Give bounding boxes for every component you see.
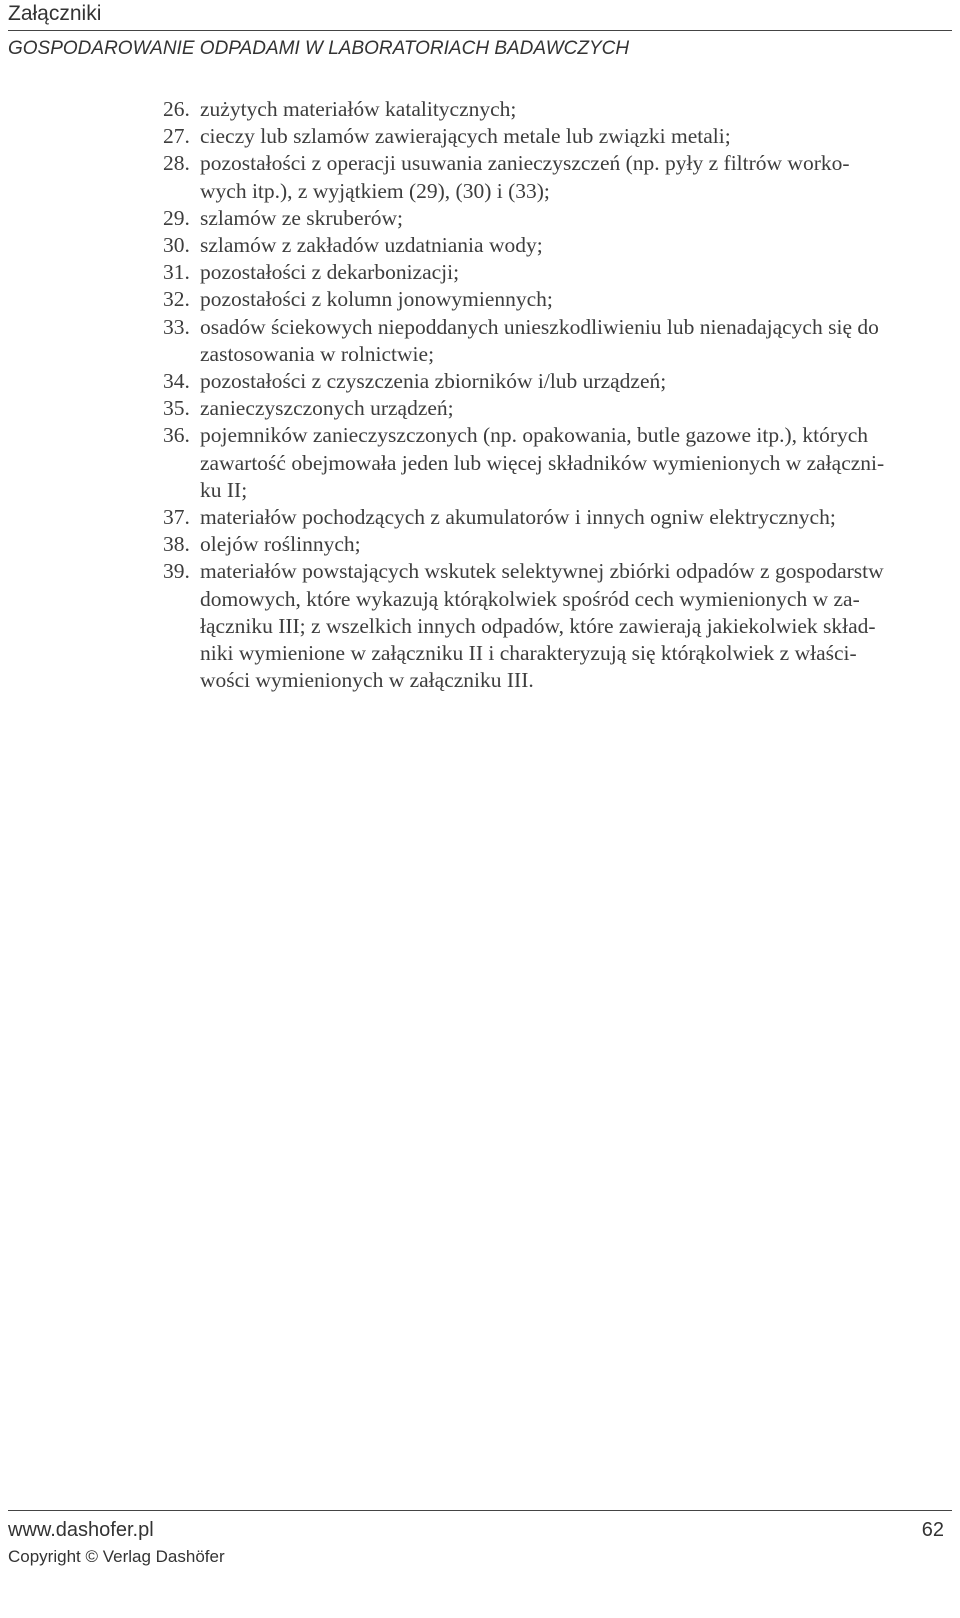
list-item xyxy=(163,395,931,422)
list-item-number: 30. xyxy=(163,233,190,258)
list-item-text: pozostałości z operacji usuwania zanieczyszczeń (np. pyły z filtrów worko- wych itp.), z wyjątkiem (29), (30) i (33); xyxy=(200,151,850,203)
list-item xyxy=(163,368,931,395)
list-item xyxy=(163,314,931,368)
list-item xyxy=(163,150,931,204)
footer-website: www.dashofer.pl xyxy=(8,1519,154,1541)
footer-copyright: Copyright © Verlag Dashöfer xyxy=(8,1547,225,1566)
list-item-text: olejów roślinnych; xyxy=(200,532,361,557)
list-item-text: osadów ściekowych niepoddanych unieszkodliwieniu lub nienadających się do zastosowania w rolnictwie; xyxy=(200,314,879,366)
list-item-text: pozostałości z dekarbonizacji; xyxy=(200,260,460,285)
list-item-text: szlamów z zakładów uzdatniania wody; xyxy=(200,233,543,258)
list-item-number: 39. xyxy=(163,559,190,584)
page-number: 62 xyxy=(921,1519,944,1541)
list-item-text: zanieczyszczonych urządzeń; xyxy=(200,396,454,421)
list-item xyxy=(163,286,931,313)
list-item-text: zużytych materiałów katalitycznych; xyxy=(200,97,517,121)
list-item xyxy=(163,96,931,123)
list-item xyxy=(163,422,931,504)
list-item-number: 32. xyxy=(163,287,190,312)
list-item xyxy=(163,205,931,232)
list-item-text: cieczy lub szlamów zawierających metale lub związki metali; xyxy=(200,124,731,149)
waste-list xyxy=(163,96,931,694)
list-item-text: pozostałości z kolumn jonowymiennych; xyxy=(200,287,553,312)
page-header-subtitle: GOSPODAROWANIE ODPADAMI W LABORATORIACH BADAWCZYCH xyxy=(8,38,630,59)
list-item-text: materiałów pochodzących z akumulatorów i innych ogniw elektrycznych; xyxy=(200,505,836,530)
footer-divider xyxy=(8,1510,952,1511)
list-item-number: 29. xyxy=(163,205,190,230)
list-item xyxy=(163,531,931,558)
list-item-text: pozostałości z czyszczenia zbiorników i/lub urządzeń; xyxy=(200,369,667,394)
list-item-text: szlamów ze skruberów; xyxy=(200,205,403,230)
list-item-number: 31. xyxy=(163,260,190,285)
list-item xyxy=(163,558,931,694)
list-item-number: 37. xyxy=(163,505,190,530)
list-item-number: 36. xyxy=(163,423,190,448)
list-item xyxy=(163,259,931,286)
list-item-text: materiałów powstających wskutek selektywnej zbiórki odpadów z gospodarstw domowych, które wykazują którąkolwiek spośród cech wymienionych w za- łączniku III; z wszelkich innych odpadów, które zawierają jakiekolwiek skład- niki wymienione w załączniku II i charakteryzują się którąkolwiek z właści- wości wymienionych w załączniku III. xyxy=(200,559,884,693)
list-item-number: 33. xyxy=(163,314,190,339)
list-item-number: 38. xyxy=(163,532,190,557)
list-item xyxy=(163,232,931,259)
list-item xyxy=(163,123,931,150)
page-header-title: Załączniki xyxy=(8,2,102,25)
list-item-number: 28. xyxy=(163,151,190,176)
list-item-number: 35. xyxy=(163,396,190,421)
header-divider xyxy=(8,30,952,31)
list-item-text: pojemników zanieczyszczonych (np. opakowania, butle gazowe itp.), których zawartość obejmowała jeden lub więcej składników wymienionych w załączni- ku II; xyxy=(200,423,885,502)
list-item-number: 27. xyxy=(163,124,190,149)
list-item-number: 26. xyxy=(163,97,190,121)
list-item xyxy=(163,504,931,531)
list-item-number: 34. xyxy=(163,369,190,394)
